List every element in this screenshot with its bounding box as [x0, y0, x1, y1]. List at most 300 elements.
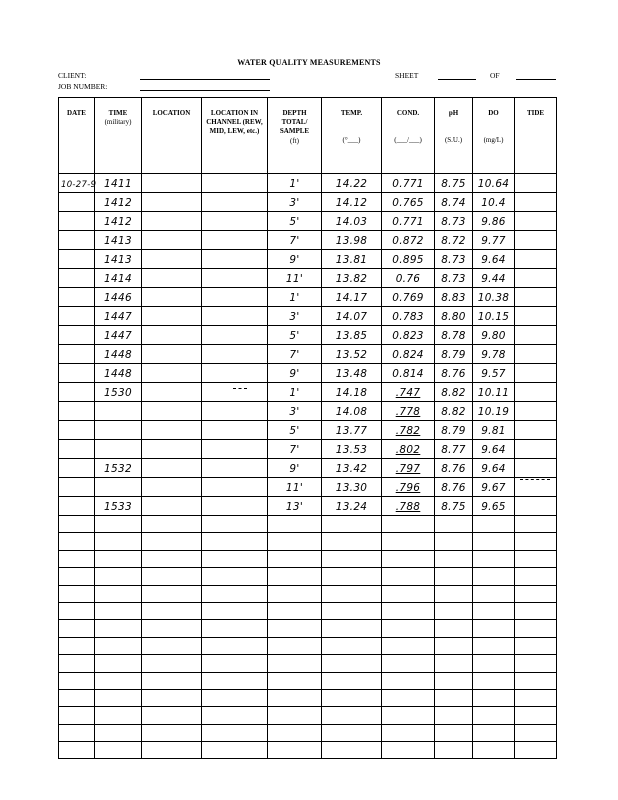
cell-ph[interactable] — [435, 620, 473, 637]
cell-temp[interactable] — [322, 497, 382, 516]
cell-tide[interactable] — [515, 637, 557, 654]
cell-time[interactable] — [95, 174, 142, 193]
cell-tide[interactable] — [515, 364, 557, 383]
cell-cond[interactable] — [382, 307, 435, 326]
cell-loc[interactable] — [202, 689, 268, 706]
cell-cond[interactable] — [382, 231, 435, 250]
cell-tide[interactable] — [515, 550, 557, 567]
cell-tide[interactable] — [515, 307, 557, 326]
cell-cond[interactable] — [382, 478, 435, 497]
cell-date[interactable] — [59, 550, 95, 567]
cell-location[interactable] — [142, 672, 202, 689]
cell-time[interactable] — [95, 655, 142, 672]
cell-loc[interactable] — [202, 568, 268, 585]
cell-location[interactable] — [142, 250, 202, 269]
cell-cond[interactable] — [382, 193, 435, 212]
cell-loc[interactable] — [202, 637, 268, 654]
cell-ph[interactable] — [435, 421, 473, 440]
cell-depth[interactable] — [268, 269, 322, 288]
cell-date[interactable] — [59, 212, 95, 231]
cell-temp[interactable] — [322, 585, 382, 602]
cell-depth[interactable] — [268, 672, 322, 689]
cell-location[interactable] — [142, 602, 202, 619]
cell-depth[interactable] — [268, 707, 322, 724]
cell-time[interactable] — [95, 231, 142, 250]
cell-depth[interactable] — [268, 193, 322, 212]
cell-do[interactable] — [473, 724, 515, 741]
cell-depth[interactable] — [268, 364, 322, 383]
cell-loc[interactable] — [202, 402, 268, 421]
cell-cond[interactable] — [382, 421, 435, 440]
cell-cond[interactable] — [382, 724, 435, 741]
cell-date[interactable] — [59, 402, 95, 421]
cell-ph[interactable] — [435, 383, 473, 402]
cell-loc[interactable] — [202, 250, 268, 269]
cell-date[interactable] — [59, 440, 95, 459]
cell-tide[interactable] — [515, 497, 557, 516]
cell-loc[interactable] — [202, 550, 268, 567]
cell-cond[interactable] — [382, 689, 435, 706]
cell-location[interactable] — [142, 364, 202, 383]
cell-time[interactable] — [95, 497, 142, 516]
job-number-field[interactable] — [140, 90, 270, 91]
cell-depth[interactable] — [268, 250, 322, 269]
cell-loc[interactable] — [202, 459, 268, 478]
cell-ph[interactable] — [435, 288, 473, 307]
cell-location[interactable] — [142, 478, 202, 497]
cell-loc[interactable] — [202, 345, 268, 364]
cell-temp[interactable] — [322, 421, 382, 440]
cell-location[interactable] — [142, 383, 202, 402]
cell-temp[interactable] — [322, 742, 382, 759]
cell-do[interactable] — [473, 288, 515, 307]
cell-tide[interactable] — [515, 193, 557, 212]
cell-depth[interactable] — [268, 742, 322, 759]
cell-tide[interactable] — [515, 212, 557, 231]
cell-cond[interactable] — [382, 364, 435, 383]
cell-depth[interactable] — [268, 174, 322, 193]
cell-ph[interactable] — [435, 231, 473, 250]
cell-depth[interactable] — [268, 326, 322, 345]
cell-temp[interactable] — [322, 174, 382, 193]
cell-date[interactable] — [59, 250, 95, 269]
cell-time[interactable] — [95, 672, 142, 689]
cell-ph[interactable] — [435, 637, 473, 654]
cell-date[interactable] — [59, 724, 95, 741]
cell-tide[interactable] — [515, 602, 557, 619]
cell-tide[interactable] — [515, 585, 557, 602]
cell-time[interactable] — [95, 326, 142, 345]
cell-ph[interactable] — [435, 672, 473, 689]
cell-loc[interactable] — [202, 620, 268, 637]
cell-location[interactable] — [142, 459, 202, 478]
cell-do[interactable] — [473, 568, 515, 585]
cell-cond[interactable] — [382, 742, 435, 759]
cell-loc[interactable] — [202, 231, 268, 250]
cell-temp[interactable] — [322, 655, 382, 672]
cell-date[interactable] — [59, 655, 95, 672]
cell-location[interactable] — [142, 231, 202, 250]
cell-ph[interactable] — [435, 655, 473, 672]
cell-do[interactable] — [473, 689, 515, 706]
cell-do[interactable] — [473, 193, 515, 212]
cell-date[interactable] — [59, 742, 95, 759]
cell-loc[interactable] — [202, 193, 268, 212]
cell-do[interactable] — [473, 250, 515, 269]
cell-temp[interactable] — [322, 307, 382, 326]
cell-do[interactable] — [473, 707, 515, 724]
cell-depth[interactable] — [268, 383, 322, 402]
cell-cond[interactable] — [382, 585, 435, 602]
cell-date[interactable] — [59, 345, 95, 364]
cell-do[interactable] — [473, 345, 515, 364]
cell-depth[interactable] — [268, 402, 322, 421]
cell-ph[interactable] — [435, 402, 473, 421]
cell-tide[interactable] — [515, 689, 557, 706]
cell-time[interactable] — [95, 212, 142, 231]
cell-loc[interactable] — [202, 269, 268, 288]
cell-tide[interactable] — [515, 724, 557, 741]
cell-time[interactable] — [95, 364, 142, 383]
cell-cond[interactable] — [382, 497, 435, 516]
cell-do[interactable] — [473, 655, 515, 672]
cell-cond[interactable] — [382, 459, 435, 478]
cell-loc[interactable] — [202, 672, 268, 689]
cell-depth[interactable] — [268, 724, 322, 741]
cell-cond[interactable] — [382, 707, 435, 724]
cell-date[interactable] — [59, 269, 95, 288]
cell-ph[interactable] — [435, 250, 473, 269]
cell-time[interactable] — [95, 288, 142, 307]
cell-do[interactable] — [473, 550, 515, 567]
cell-location[interactable] — [142, 689, 202, 706]
cell-depth[interactable] — [268, 533, 322, 550]
cell-tide[interactable] — [515, 345, 557, 364]
cell-depth[interactable] — [268, 620, 322, 637]
cell-do[interactable] — [473, 402, 515, 421]
cell-location[interactable] — [142, 345, 202, 364]
cell-location[interactable] — [142, 307, 202, 326]
cell-date[interactable] — [59, 707, 95, 724]
of-field[interactable] — [516, 79, 556, 80]
cell-time[interactable] — [95, 516, 142, 533]
cell-date[interactable] — [59, 459, 95, 478]
cell-temp[interactable] — [322, 326, 382, 345]
cell-cond[interactable] — [382, 620, 435, 637]
cell-cond[interactable] — [382, 212, 435, 231]
cell-loc[interactable] — [202, 707, 268, 724]
cell-ph[interactable] — [435, 742, 473, 759]
cell-do[interactable] — [473, 421, 515, 440]
cell-temp[interactable] — [322, 533, 382, 550]
cell-cond[interactable] — [382, 383, 435, 402]
cell-time[interactable] — [95, 421, 142, 440]
cell-date[interactable] — [59, 478, 95, 497]
cell-loc[interactable] — [202, 742, 268, 759]
cell-temp[interactable] — [322, 345, 382, 364]
cell-time[interactable] — [95, 533, 142, 550]
cell-time[interactable] — [95, 724, 142, 741]
cell-temp[interactable] — [322, 193, 382, 212]
cell-location[interactable] — [142, 288, 202, 307]
cell-date[interactable] — [59, 174, 95, 193]
cell-tide[interactable] — [515, 288, 557, 307]
cell-depth[interactable] — [268, 516, 322, 533]
cell-tide[interactable] — [515, 459, 557, 478]
cell-cond[interactable] — [382, 533, 435, 550]
cell-loc[interactable] — [202, 174, 268, 193]
cell-cond[interactable] — [382, 550, 435, 567]
cell-depth[interactable] — [268, 345, 322, 364]
cell-loc[interactable] — [202, 364, 268, 383]
cell-loc[interactable] — [202, 383, 268, 402]
cell-location[interactable] — [142, 174, 202, 193]
cell-ph[interactable] — [435, 568, 473, 585]
cell-location[interactable] — [142, 724, 202, 741]
cell-cond[interactable] — [382, 568, 435, 585]
cell-date[interactable] — [59, 193, 95, 212]
cell-temp[interactable] — [322, 637, 382, 654]
cell-temp[interactable] — [322, 231, 382, 250]
cell-time[interactable] — [95, 269, 142, 288]
cell-depth[interactable] — [268, 421, 322, 440]
cell-depth[interactable] — [268, 440, 322, 459]
cell-depth[interactable] — [268, 585, 322, 602]
cell-date[interactable] — [59, 364, 95, 383]
cell-loc[interactable] — [202, 602, 268, 619]
cell-tide[interactable] — [515, 742, 557, 759]
cell-date[interactable] — [59, 568, 95, 585]
cell-ph[interactable] — [435, 459, 473, 478]
cell-cond[interactable] — [382, 516, 435, 533]
cell-ph[interactable] — [435, 345, 473, 364]
cell-location[interactable] — [142, 707, 202, 724]
cell-loc[interactable] — [202, 440, 268, 459]
cell-time[interactable] — [95, 637, 142, 654]
cell-ph[interactable] — [435, 497, 473, 516]
cell-cond[interactable] — [382, 402, 435, 421]
cell-tide[interactable] — [515, 655, 557, 672]
cell-ph[interactable] — [435, 364, 473, 383]
cell-time[interactable] — [95, 602, 142, 619]
cell-do[interactable] — [473, 364, 515, 383]
cell-loc[interactable] — [202, 655, 268, 672]
cell-time[interactable] — [95, 345, 142, 364]
cell-ph[interactable] — [435, 212, 473, 231]
cell-location[interactable] — [142, 585, 202, 602]
cell-do[interactable] — [473, 231, 515, 250]
cell-time[interactable] — [95, 459, 142, 478]
cell-do[interactable] — [473, 440, 515, 459]
cell-depth[interactable] — [268, 637, 322, 654]
cell-tide[interactable] — [515, 250, 557, 269]
cell-time[interactable] — [95, 440, 142, 459]
cell-depth[interactable] — [268, 689, 322, 706]
cell-time[interactable] — [95, 383, 142, 402]
cell-time[interactable] — [95, 478, 142, 497]
cell-temp[interactable] — [322, 212, 382, 231]
cell-tide[interactable] — [515, 326, 557, 345]
cell-ph[interactable] — [435, 602, 473, 619]
cell-loc[interactable] — [202, 724, 268, 741]
cell-date[interactable] — [59, 602, 95, 619]
cell-do[interactable] — [473, 326, 515, 345]
cell-depth[interactable] — [268, 231, 322, 250]
cell-tide[interactable] — [515, 383, 557, 402]
cell-do[interactable] — [473, 269, 515, 288]
cell-ph[interactable] — [435, 269, 473, 288]
cell-location[interactable] — [142, 516, 202, 533]
cell-temp[interactable] — [322, 288, 382, 307]
cell-date[interactable] — [59, 421, 95, 440]
cell-date[interactable] — [59, 326, 95, 345]
cell-loc[interactable] — [202, 478, 268, 497]
cell-temp[interactable] — [322, 478, 382, 497]
cell-do[interactable] — [473, 620, 515, 637]
cell-tide[interactable] — [515, 516, 557, 533]
cell-ph[interactable] — [435, 440, 473, 459]
cell-tide[interactable] — [515, 402, 557, 421]
cell-location[interactable] — [142, 440, 202, 459]
sheet-field[interactable] — [438, 79, 476, 80]
cell-do[interactable] — [473, 478, 515, 497]
cell-temp[interactable] — [322, 707, 382, 724]
cell-temp[interactable] — [322, 568, 382, 585]
cell-tide[interactable] — [515, 269, 557, 288]
cell-cond[interactable] — [382, 602, 435, 619]
cell-location[interactable] — [142, 637, 202, 654]
cell-depth[interactable] — [268, 459, 322, 478]
cell-depth[interactable] — [268, 497, 322, 516]
cell-time[interactable] — [95, 620, 142, 637]
cell-depth[interactable] — [268, 602, 322, 619]
cell-do[interactable] — [473, 742, 515, 759]
cell-temp[interactable] — [322, 516, 382, 533]
cell-tide[interactable] — [515, 707, 557, 724]
cell-cond[interactable] — [382, 345, 435, 364]
cell-location[interactable] — [142, 269, 202, 288]
cell-loc[interactable] — [202, 421, 268, 440]
cell-location[interactable] — [142, 550, 202, 567]
cell-time[interactable] — [95, 307, 142, 326]
cell-loc[interactable] — [202, 533, 268, 550]
cell-do[interactable] — [473, 174, 515, 193]
cell-date[interactable] — [59, 497, 95, 516]
cell-date[interactable] — [59, 533, 95, 550]
cell-ph[interactable] — [435, 307, 473, 326]
cell-tide[interactable] — [515, 478, 557, 497]
cell-loc[interactable] — [202, 326, 268, 345]
cell-do[interactable] — [473, 212, 515, 231]
cell-temp[interactable] — [322, 250, 382, 269]
cell-do[interactable] — [473, 585, 515, 602]
cell-do[interactable] — [473, 672, 515, 689]
cell-depth[interactable] — [268, 288, 322, 307]
cell-location[interactable] — [142, 326, 202, 345]
cell-do[interactable] — [473, 516, 515, 533]
cell-tide[interactable] — [515, 533, 557, 550]
cell-temp[interactable] — [322, 364, 382, 383]
cell-location[interactable] — [142, 568, 202, 585]
cell-cond[interactable] — [382, 440, 435, 459]
cell-tide[interactable] — [515, 620, 557, 637]
cell-do[interactable] — [473, 307, 515, 326]
cell-tide[interactable] — [515, 231, 557, 250]
cell-date[interactable] — [59, 637, 95, 654]
cell-temp[interactable] — [322, 269, 382, 288]
cell-tide[interactable] — [515, 440, 557, 459]
cell-date[interactable] — [59, 672, 95, 689]
cell-cond[interactable] — [382, 269, 435, 288]
cell-cond[interactable] — [382, 288, 435, 307]
cell-location[interactable] — [142, 533, 202, 550]
cell-date[interactable] — [59, 585, 95, 602]
cell-location[interactable] — [142, 497, 202, 516]
cell-time[interactable] — [95, 742, 142, 759]
cell-location[interactable] — [142, 193, 202, 212]
cell-loc[interactable] — [202, 307, 268, 326]
cell-ph[interactable] — [435, 724, 473, 741]
cell-ph[interactable] — [435, 585, 473, 602]
cell-time[interactable] — [95, 250, 142, 269]
cell-depth[interactable] — [268, 478, 322, 497]
cell-date[interactable] — [59, 307, 95, 326]
cell-cond[interactable] — [382, 637, 435, 654]
client-field[interactable] — [140, 79, 270, 80]
cell-temp[interactable] — [322, 459, 382, 478]
cell-time[interactable] — [95, 402, 142, 421]
cell-loc[interactable] — [202, 516, 268, 533]
cell-cond[interactable] — [382, 250, 435, 269]
cell-date[interactable] — [59, 288, 95, 307]
cell-time[interactable] — [95, 550, 142, 567]
cell-depth[interactable] — [268, 307, 322, 326]
cell-date[interactable] — [59, 383, 95, 402]
cell-do[interactable] — [473, 459, 515, 478]
cell-do[interactable] — [473, 533, 515, 550]
cell-temp[interactable] — [322, 440, 382, 459]
cell-date[interactable] — [59, 620, 95, 637]
cell-cond[interactable] — [382, 174, 435, 193]
cell-temp[interactable] — [322, 550, 382, 567]
cell-time[interactable] — [95, 568, 142, 585]
cell-cond[interactable] — [382, 655, 435, 672]
cell-tide[interactable] — [515, 421, 557, 440]
cell-ph[interactable] — [435, 326, 473, 345]
cell-temp[interactable] — [322, 689, 382, 706]
cell-ph[interactable] — [435, 478, 473, 497]
cell-depth[interactable] — [268, 655, 322, 672]
cell-time[interactable] — [95, 193, 142, 212]
cell-do[interactable] — [473, 383, 515, 402]
cell-location[interactable] — [142, 620, 202, 637]
cell-time[interactable] — [95, 707, 142, 724]
cell-tide[interactable] — [515, 174, 557, 193]
cell-temp[interactable] — [322, 724, 382, 741]
cell-depth[interactable] — [268, 212, 322, 231]
cell-temp[interactable] — [322, 383, 382, 402]
cell-loc[interactable] — [202, 288, 268, 307]
cell-loc[interactable] — [202, 497, 268, 516]
cell-time[interactable] — [95, 585, 142, 602]
cell-location[interactable] — [142, 421, 202, 440]
cell-do[interactable] — [473, 497, 515, 516]
cell-ph[interactable] — [435, 174, 473, 193]
cell-ph[interactable] — [435, 516, 473, 533]
cell-cond[interactable] — [382, 326, 435, 345]
cell-ph[interactable] — [435, 707, 473, 724]
cell-temp[interactable] — [322, 620, 382, 637]
